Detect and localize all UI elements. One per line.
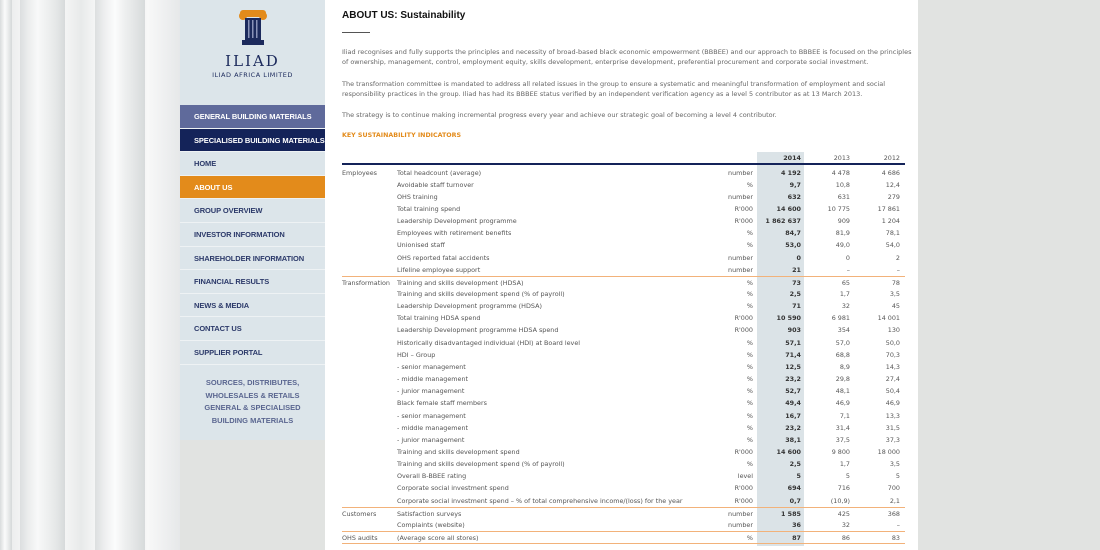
row-label: Complaints (website) (397, 520, 465, 529)
table-row (342, 312, 905, 324)
row-unit: % (746, 362, 753, 371)
table-row (342, 167, 905, 179)
row-category: Employees (342, 168, 377, 177)
row-unit: number (728, 168, 753, 177)
row-unit: R'000 (734, 496, 753, 505)
table-row (342, 434, 905, 446)
row-unit: % (746, 399, 753, 408)
row-unit: % (746, 278, 753, 287)
row-label: Training and skills development spend (% of payroll) (397, 460, 565, 469)
row-label: HDI – Group (397, 350, 436, 359)
row-label: Leadership Development programme (HDSA) (397, 302, 542, 311)
table-row (342, 373, 905, 385)
value-2013: 631 (837, 192, 850, 201)
row-label: Avoidable staff turnover (397, 180, 474, 189)
nav-home[interactable]: HOME (180, 152, 325, 176)
row-label: - middle management (397, 375, 468, 384)
value-2012: 279 (887, 192, 900, 201)
table-row (342, 422, 905, 434)
value-2012: 5 (895, 472, 900, 481)
row-label: - middle management (397, 423, 468, 432)
row-label: Overall B-BBEE rating (397, 472, 467, 481)
value-2014: 5 (796, 472, 801, 481)
row-unit: % (746, 423, 753, 432)
row-unit: % (746, 435, 753, 444)
value-2013: 354 (837, 326, 850, 335)
table-row (342, 239, 905, 251)
intro-paragraph-3: The strategy is to continue making incremental progress every year and achieve our strategic goal of becoming a level 4 contributor. (342, 111, 777, 119)
row-label: Leadership Development programme HDSA spend (397, 326, 559, 335)
value-2014: 12,5 (785, 362, 801, 371)
value-2014: 9,7 (789, 180, 801, 189)
table-row (342, 495, 905, 507)
logo[interactable] (180, 8, 325, 79)
value-2012: 50,4 (885, 387, 900, 396)
row-unit: % (746, 290, 753, 298)
value-2012: – (896, 265, 900, 274)
row-label: - senior management (397, 411, 466, 420)
table-row (342, 507, 905, 519)
value-2013: 86 (841, 534, 850, 542)
nav-general-building-materials[interactable]: GENERAL BUILDING MATERIALS (180, 105, 325, 129)
value-2013: 10 775 (827, 204, 850, 213)
value-2013: 32 (841, 520, 850, 529)
value-2013: 1,7 (839, 290, 850, 298)
value-2012: 700 (887, 484, 900, 493)
value-2014: 71,4 (785, 350, 801, 359)
row-label: Training and skills development spend (% of payroll) (397, 290, 565, 298)
value-2012: 13,3 (885, 411, 900, 420)
row-category: OHS audits (342, 534, 378, 542)
value-2014: 36 (792, 520, 801, 529)
tagline: SOURCES, DISTRIBUTES, WHOLESALES & RETAILS GENERAL & SPECIALISED BUILDING MATERIALS (204, 378, 301, 425)
row-label: Unionised staff (397, 241, 445, 250)
value-2014: 14 600 (776, 204, 801, 213)
table-row (342, 446, 905, 458)
value-2013: 31,4 (835, 423, 850, 432)
row-label: - junior management (397, 435, 465, 444)
table-header (342, 152, 905, 165)
value-2014: 903 (787, 326, 801, 335)
row-unit: number (728, 192, 753, 201)
value-2013: 46,9 (835, 399, 850, 408)
row-unit: R'000 (734, 326, 753, 335)
value-2013: 68,8 (835, 350, 850, 359)
value-2014: 632 (787, 192, 801, 201)
row-unit: R'000 (734, 447, 753, 456)
year-2013-header: 2013 (833, 154, 850, 162)
value-2013: 8,9 (839, 362, 850, 371)
value-2013: 0 (845, 253, 850, 262)
row-label: Training and skills development spend (397, 447, 520, 456)
row-unit: % (746, 241, 753, 250)
table-row (342, 300, 905, 312)
column-logo-icon (238, 8, 268, 48)
value-2012: 37,3 (885, 435, 900, 444)
table-row (342, 191, 905, 203)
main-content (325, 0, 918, 550)
row-label: Satisfaction surveys (397, 509, 462, 518)
nav-supplier-portal[interactable]: SUPPLIER PORTAL (180, 341, 325, 365)
nav-news-media[interactable]: NEWS & MEDIA (180, 294, 325, 318)
value-2012: 2,1 (889, 496, 900, 505)
nav-about-us[interactable]: ABOUT US (180, 176, 325, 200)
row-label: Total training HDSA spend (397, 314, 481, 323)
value-2014: 71 (792, 302, 801, 311)
row-unit: % (746, 338, 753, 347)
value-2014: 2,5 (789, 290, 801, 298)
table-row (342, 203, 905, 215)
section-heading: KEY SUSTAINABILITY INDICATORS (342, 132, 462, 139)
value-2013: 1,7 (839, 460, 850, 469)
row-unit: R'000 (734, 484, 753, 493)
nav-specialised-building-materials[interactable]: SPECIALISED BUILDING MATERIALS (180, 129, 325, 153)
row-label: Employees with retirement benefits (397, 229, 512, 238)
row-unit: % (746, 375, 753, 384)
page-title: ABOUT US: Sustainability (342, 10, 466, 21)
row-unit: % (746, 350, 753, 359)
value-2014: 23,2 (785, 375, 801, 384)
value-2012: 2 (895, 253, 900, 262)
value-2012: 4 686 (881, 168, 900, 177)
value-2014: 0 (796, 253, 801, 262)
row-category: Customers (342, 509, 377, 518)
value-2014: 53,0 (785, 241, 801, 250)
value-2013: 7,1 (839, 411, 850, 420)
table-row (342, 361, 905, 373)
row-label: Total headcount (average) (397, 168, 482, 177)
table-row (342, 385, 905, 397)
value-2013: 37,5 (835, 435, 850, 444)
row-label: Historically disadvantaged individual (HDI) at Board level (397, 338, 581, 347)
year-2014-header: 2014 (783, 154, 801, 162)
value-2014: 23,2 (785, 423, 801, 432)
value-2013: 6 981 (831, 314, 850, 323)
row-unit: % (746, 180, 753, 189)
title-underline (342, 32, 370, 33)
intro-paragraph-1: Iliad recognises and fully supports the principles and necessity of broad-based black economic empowerment (BBBEE) and our approach to BBBEE is focused on the principles of ownership, management, control, employment equity, skills development, enterprise development, preferential procurement and corporate social investment. (342, 48, 912, 66)
value-2013: 4 478 (831, 168, 850, 177)
value-2013: 10,8 (835, 180, 850, 189)
value-2014: 49,4 (785, 399, 801, 408)
value-2014: 57,1 (785, 338, 801, 347)
row-unit: number (728, 509, 753, 518)
value-2012: 78,1 (885, 229, 900, 238)
value-2013: 65 (841, 278, 850, 287)
value-2014: 21 (792, 265, 801, 274)
value-2012: 14 001 (877, 314, 900, 323)
table-row (342, 482, 905, 494)
value-2013: 81,9 (835, 229, 850, 238)
value-2012: 50,0 (885, 338, 900, 347)
table-row (342, 458, 905, 470)
value-2014: 694 (787, 484, 801, 493)
row-unit: % (746, 411, 753, 420)
table-row (342, 470, 905, 482)
table-row (342, 252, 905, 264)
value-2014: 52,7 (785, 387, 801, 396)
row-unit: % (746, 387, 753, 396)
intro-paragraph-2: The transformation committee is mandated to address all related issues in the group to ensure a systematic and meaningful transformation of employment and social responsibility practices in the group. Iliad has had its BBBEE status verified by an independent verification agency as a level 5 contributor as at 13 March 2013. (342, 80, 886, 98)
row-label: Lifeline employee support (397, 265, 481, 274)
row-label: Total training spend (397, 204, 461, 213)
row-label: Leadership Development programme (397, 217, 517, 226)
row-label: OHS training (397, 192, 438, 201)
value-2014: 1 862 637 (765, 217, 801, 226)
table-row (342, 264, 905, 276)
row-unit: % (746, 302, 753, 311)
year-2012-header: 2012 (883, 154, 900, 162)
table-row (342, 410, 905, 422)
value-2014: 2,5 (789, 460, 801, 469)
value-2014: 4 192 (780, 168, 801, 177)
value-2012: 83 (891, 534, 900, 542)
nav-investor-information[interactable]: INVESTOR INFORMATION (180, 223, 325, 247)
value-2014: 0,7 (789, 496, 801, 505)
row-unit: R'000 (734, 314, 753, 323)
value-2013: 49,0 (835, 241, 850, 250)
value-2014: 87 (792, 534, 801, 542)
value-2012: 45 (891, 302, 900, 311)
table-row (342, 324, 905, 336)
value-2012: 27,4 (885, 375, 900, 384)
row-unit: R'000 (734, 204, 753, 213)
value-2013: 9 800 (831, 447, 850, 456)
value-2014: 16,7 (785, 411, 801, 420)
value-2014: 14 600 (776, 447, 801, 456)
table-row (342, 288, 905, 300)
table-row (342, 227, 905, 239)
row-unit: R'000 (734, 217, 753, 226)
row-unit: number (728, 253, 753, 262)
row-label: Corporate social investment spend – % of total comprehensive income/(loss) for the year (397, 496, 683, 505)
logo-wordmark: ILIAD (225, 52, 280, 70)
row-unit: % (746, 460, 753, 469)
table-row (342, 519, 905, 531)
table-bottom-rule (342, 543, 905, 544)
row-label: (Average score all stores) (397, 534, 479, 542)
value-2014: 84,7 (785, 229, 801, 238)
table-row (342, 337, 905, 349)
row-label: - junior management (397, 387, 465, 396)
nav-contact-us[interactable]: CONTACT US (180, 317, 325, 341)
value-2014: 10 590 (776, 314, 801, 323)
nav-financial-results[interactable]: FINANCIAL RESULTS (180, 270, 325, 294)
value-2014: 38,1 (785, 435, 801, 444)
value-2013: 48,1 (835, 387, 850, 396)
row-unit: level (737, 472, 753, 481)
row-unit: number (728, 520, 753, 529)
background-pillars (0, 0, 180, 550)
value-2013: 425 (837, 509, 850, 518)
value-2012: 130 (887, 326, 900, 335)
row-unit: number (728, 265, 753, 274)
row-label: Training and skills development (HDSA) (397, 278, 524, 287)
sidebar (180, 0, 325, 440)
value-2014: 1 585 (780, 509, 801, 518)
value-2012: 18 000 (877, 447, 900, 456)
value-2013: 32 (841, 302, 850, 311)
table-row (342, 276, 905, 288)
value-2013: (10,9) (830, 496, 850, 505)
value-2012: 17 861 (877, 204, 900, 213)
row-label: OHS reported fatal accidents (397, 253, 490, 262)
table-row (342, 215, 905, 227)
value-2012: – (896, 520, 900, 529)
value-2012: 3,5 (889, 290, 900, 298)
table-row (342, 531, 905, 543)
row-label: Corporate social investment spend (397, 484, 509, 493)
row-label: - senior management (397, 362, 466, 371)
table-row (342, 397, 905, 409)
value-2013: 716 (837, 484, 850, 493)
row-category: Transformation (342, 278, 390, 287)
table-row (342, 349, 905, 361)
value-2012: 31,5 (885, 423, 900, 432)
row-unit: % (746, 229, 753, 238)
value-2013: 5 (845, 472, 850, 481)
value-2012: 12,4 (885, 180, 900, 189)
nav-shareholder-information[interactable]: SHAREHOLDER INFORMATION (180, 247, 325, 271)
nav-group-overview[interactable]: GROUP OVERVIEW (180, 199, 325, 223)
value-2013: 909 (837, 217, 850, 226)
value-2013: 29,8 (835, 375, 850, 384)
table-row (342, 179, 905, 191)
value-2012: 368 (887, 509, 900, 518)
row-label: Black female staff members (397, 399, 487, 408)
value-2012: 78 (891, 278, 900, 287)
value-2012: 1 204 (881, 217, 900, 226)
logo-subtitle: ILIAD AFRICA LIMITED (212, 71, 293, 79)
value-2012: 54,0 (885, 241, 900, 250)
value-2013: 57,0 (835, 338, 850, 347)
value-2013: – (846, 265, 850, 274)
value-2012: 46,9 (885, 399, 900, 408)
value-2014: 73 (792, 278, 801, 287)
main-nav (180, 105, 325, 365)
value-2012: 70,3 (885, 350, 900, 359)
row-unit: % (746, 534, 753, 542)
value-2012: 3,5 (889, 460, 900, 469)
value-2012: 14,3 (885, 362, 900, 371)
